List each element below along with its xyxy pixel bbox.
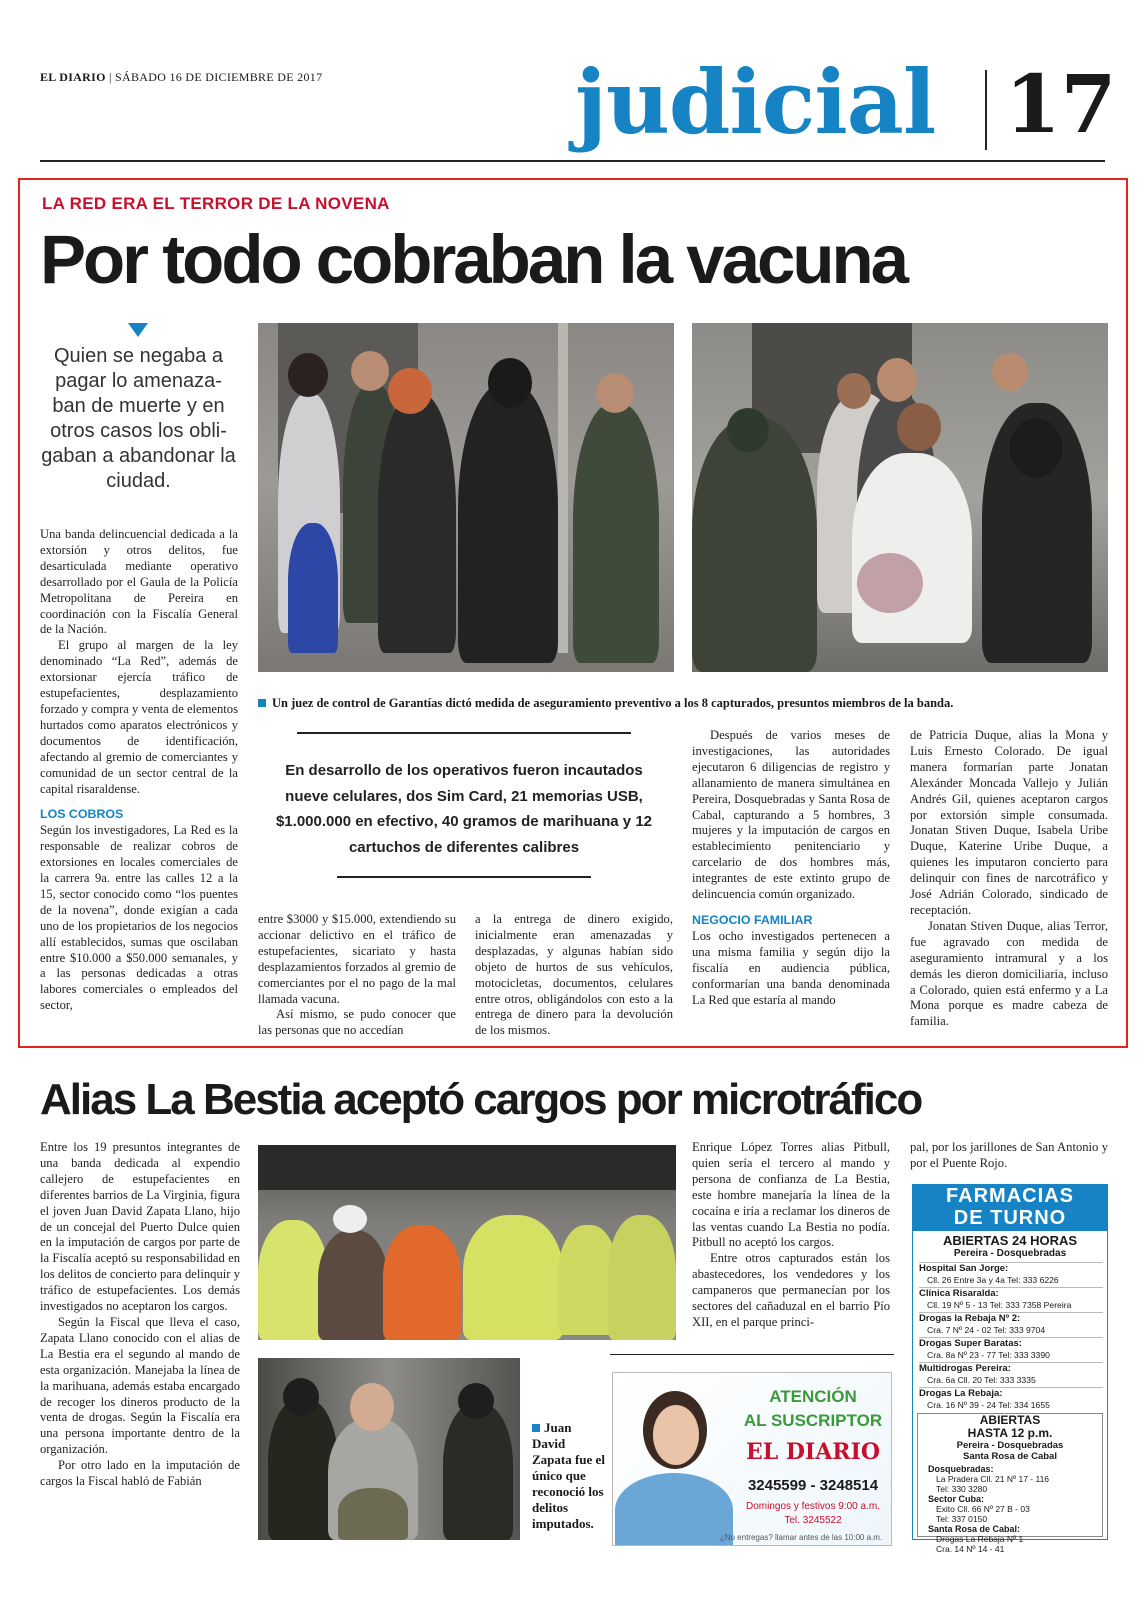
story2-paragraph: pal, por los jarillones de San Antonio y por el Puente Rojo.: [910, 1140, 1108, 1170]
agent-photo: [615, 1383, 733, 1546]
pharmacy-address: Cra. 8a Nº 23 - 77 Tel: 333 3390: [927, 1349, 1050, 1360]
story1-paragraph: entre $3000 y $15.000, extendiendo su accionar delictivo en el tráfico de estupefacientes, sicariato y hasta desplazamientos forzados al gremio de comerciantes por el no pago de la mal llamada vacuna.: [258, 912, 456, 1006]
ad-rule: [610, 1354, 894, 1355]
ad-phones: 3245599 - 3248514: [747, 1477, 879, 1494]
ad-line2: AL SUSCRIPTOR: [743, 1411, 883, 1430]
pharmacy-entry: [919, 1262, 1103, 1286]
story1-paragraph: de Patricia Duque, alias la Mona y Luis Ernesto Colorado. De igual manera formarían parte Jonatan Alexánder Moncada Vallejo y Julián Andrés Gil, quienes aceptaron cargos por extorsión simple consumada. Jonatan Stiven Duque, Isabela Uribe Duque, Katerine Uribe Duque, a quienes les imputaron concierto para delinquir con fines de narcotráfico y José Adrián Colorado, sindicado de receptación.: [910, 728, 1108, 917]
pharmacy-address: Tel: 330 3280: [936, 1484, 988, 1494]
pharmacies-header: [913, 1185, 1107, 1231]
pharmacy-entry: [919, 1312, 1103, 1336]
pharmacy-name: Drogas la Rebaja Nº 2:: [919, 1313, 1021, 1324]
pharmacy-entry: [919, 1287, 1103, 1311]
pharmacy-name: Drogas La Rebaja:: [919, 1388, 1003, 1399]
story2-photo-suspect: [258, 1358, 520, 1540]
story2-column-4: [910, 1140, 1108, 1172]
story1-column-5: [910, 728, 1108, 1030]
pharmacy-name: Clínica Risaralda:: [919, 1288, 999, 1299]
pharmacy-name: Hospital San Jorge:: [919, 1263, 1009, 1274]
story2-photo-group: [258, 1145, 676, 1340]
story1-paragraph: El grupo al margen de la ley denominado “La Red”, además de extorsionar ejercía tráfico de estupefacientes, desplazamiento forzado y compra y venta de elementos hurtados como aparatos electrónicos y documentos de identificación, afectando al gremio de comerciantes y comunidad de un sector central de la capital risaraldense.: [40, 638, 238, 796]
group1-title: ABIERTAS 24 HORAS: [942, 1233, 1078, 1248]
group2-box: [917, 1413, 1103, 1554]
pharmacy-entry: [928, 1464, 1098, 1494]
story2-column-3: [692, 1140, 890, 1331]
ad-hours: Domingos y festivos 9:00 a.m.: [746, 1501, 880, 1512]
paper-name: EL DIARIO: [40, 70, 106, 84]
pharmacy-entry: [919, 1337, 1103, 1361]
story2-paragraph: Entre otros capturados están los abastecedores, los vendedores y los campaneros que permanecían por los sectores del cañaduzal en el barrio Pío XII, en el parque princi-: [692, 1251, 890, 1329]
story2-column-1: [40, 1140, 240, 1490]
pharmacy-name: Dosquebradas:: [928, 1464, 994, 1474]
story1-kicker: LA RED ERA EL TERROR DE LA NOVENA: [42, 194, 390, 213]
story1-photo-left: [258, 323, 674, 672]
story1-paragraph: Así mismo, se pudo conocer que las personas que no accedían: [258, 1007, 456, 1038]
story1-paragraph: Los ocho investigados pertenecen a una misma familia y según dijo la fiscalía en audiencia pública, conformarían una banda denominada La Red que estaría al mando: [692, 928, 890, 1007]
ad-footer: ¿No entregas? llamar antes de las 10:00 a.m.: [719, 1533, 883, 1542]
masthead-rule: [40, 160, 1105, 162]
caption-square-icon: [258, 699, 266, 707]
pharmacy-entry: [919, 1362, 1103, 1386]
story1-paragraph: Después de varios meses de investigaciones, las autoridades ejecutaron 6 diligencias de registro y allanamiento de manera simultánea en Pereira, Dosquebradas y Santa Rosa de Cabal, capturando a 5 hombres, 3 mujeres y la imputación de cargos en establecimiento penitenciario y carcelario de dos hombres más, integrantes de este extinto grupo de delincuencia común organizado.: [692, 728, 890, 902]
story1-column-4: [692, 728, 890, 1008]
story1-photo-right: [692, 323, 1108, 672]
pharmacy-entry: [919, 1387, 1103, 1411]
story1-column-2: [258, 912, 456, 1039]
ad-tel: Tel. 3245522: [784, 1515, 842, 1526]
pharmacies-title1: FARMACIAS: [946, 1185, 1074, 1207]
page-number: 17: [1005, 57, 1117, 151]
pull-quote-rule-bottom: [337, 876, 591, 878]
story2-photo-caption: Juan David Zapata fue el único que reconoció los delitos imputados.: [532, 1420, 605, 1531]
subhead-los-cobros: LOS COBROS: [40, 807, 124, 822]
story2-headline: Alias La Bestia aceptó cargos por microtráfico: [40, 1075, 922, 1124]
story2-paragraph: Por otro lado en la imputación de cargos la Fiscal habló de Fabián: [40, 1458, 240, 1489]
group1-sub: Pereira - Dosquebradas: [953, 1248, 1067, 1259]
ad-brand: EL DIARIO: [745, 1439, 881, 1465]
story1-paragraph: Una banda delincuencial dedicada a la extorsión y otros delitos, fue desarticulada mediante operativo desarrollado por el Gaula de la Policía Metropolitana de Pereira en coordinación con la Fiscalía General de la Nación.: [40, 527, 238, 637]
story1-column-1: [40, 527, 238, 1014]
subhead-negocio-familiar: NEGOCIO FAMILIAR: [692, 912, 813, 927]
story1-paragraph: a la entrega de dinero exigido, inicialmente eran amenazadas y desplazadas, y algunas habían sido objeto de hurtos de sus vehículos, motocicletas, documentos, celulares entre otros, obligándolos con esto a la entrega de dinero para la devolución de los mismos.: [475, 912, 673, 1038]
caption-square-icon: [532, 1424, 540, 1432]
pharmacy-address: Cll. 19 Nº 5 - 13 Tel: 333 7358 Pereira: [927, 1299, 1072, 1310]
issue-date: | SÁBADO 16 DE DICIEMBRE DE 2017: [109, 70, 323, 84]
story1-paragraph: Jonatan Stiven Duque, alias Terror, fue agravado con medida de aseguramiento intramural y a los demás les dieron domiciliaria, incluso a Colorado, quien está enfermo y a La Mona porque es madre cabeza de familia.: [910, 918, 1108, 1029]
story1-headline: Por todo cobraban la vacuna: [40, 221, 907, 298]
masthead: [40, 50, 1117, 170]
pharmacy-address: Exito Cll. 66 Nº 27 B - 03: [936, 1504, 1030, 1514]
story2-paragraph: Según la Fiscal que lleva el caso, Zapata Llano conocido con el alias de La Bestia era el segundo al mando de esta organización. Manejaba la línea de la marihuana, además estaba encargado de recoger los dineros producto de la venta de drogas. Según la Fiscalía era una persona importante dentro de la organización.: [40, 1314, 240, 1457]
pharmacy-name: Sector Cuba:: [928, 1494, 985, 1504]
pharmacy-address: Tel: 337 0150: [936, 1514, 988, 1524]
story2-paragraph: Entre los 19 presuntos integrantes de una banda dedicada al expendio callejero de estupefacientes en diferentes barrios de La Virginia, figura el joven Juan David Zapata Llano, hijo de un concejal del Puerto Dulce quien en la imputación de cargos por parte de la Fiscalía aceptó su responsabilidad en los delitos de concierto para delinquir y tráfico de estupefacientes. Los demás investigados no aceptaron los cargos.: [40, 1140, 240, 1314]
pharmacy-entry: [928, 1524, 1098, 1554]
group2-sub1: Pereira - Dosquebradas: [956, 1440, 1064, 1451]
pharmacies-box: [912, 1184, 1108, 1554]
group2-title1: ABIERTAS: [979, 1413, 1041, 1427]
masthead-divider: [985, 70, 987, 150]
masthead-paper-date: [40, 70, 322, 85]
story1-paragraph: Según los investigadores, La Red es la responsable de realizar cobros de extorsiones en locales comerciales de la carrera 9a. entre las calles 12 a la 15, sector conocido como “los puentes de la novena”, donde exigían a cada uno de los propietarios de los negocios allí establecidos, sumas que oscilaban entre $10.000 a $50.000 semanales, y a las personas dedicadas a otras labores comerciales o empleados del sector,: [40, 823, 238, 1013]
pharmacy-address: Cra. 16 Nº 39 - 24 Tel: 334 1655: [927, 1399, 1050, 1410]
pharmacy-address: Cra. 14 Nº 14 - 41: [936, 1544, 1005, 1554]
subscriber-ad: [612, 1372, 892, 1546]
pharmacy-address: Drogas La Rebaja Nº 1: [936, 1534, 1024, 1544]
pharmacy-address: La Pradera Cll. 21 Nº 17 - 116: [936, 1474, 1050, 1484]
pharmacy-address: Cra. 7 Nº 24 - 02 Tel: 333 9704: [927, 1324, 1046, 1335]
story2-paragraph: Enrique López Torres alias Pitbull, quien sería el tercero al mando y persona de confianza de La Bestia, este hombre manejaría la línea de la cocaína e iría a reclamar los dineros de las ventas cuando La Bestia no podía. Pitbull no aceptó los cargos.: [692, 1140, 890, 1250]
story1-column-3: [475, 912, 673, 1039]
story1-deck: Quien se negaba a pagar lo amenaza-ban de muerte y en otros casos los obli-gaban a abandonar la ciudad.: [41, 345, 236, 492]
pharmacy-address: Cll. 26 Entre 3a y 4a Tel: 333 6226: [927, 1274, 1059, 1285]
section-title: judicial: [575, 50, 936, 154]
pull-quote: En desarrollo de los operativos fueron incautados nueve celulares, dos Sim Card, 21 memorias USB, $1.000.000 en efectivo, 40 gramos de marihuana y 12 cartuchos de diferentes calibres: [275, 762, 653, 856]
pull-quote-rule-top: [297, 732, 631, 734]
story1-photo-caption: Un juez de control de Garantías dictó medida de aseguramiento preventivo a los 8 capturados, presuntos miembros de la banda.: [258, 696, 1108, 711]
pharmacy-address: Cra. 6a Cll. 20 Tel: 333 3335: [927, 1374, 1036, 1385]
group2-sub2: Santa Rosa de Cabal: [963, 1451, 1057, 1462]
group2-title2: HASTA 12 p.m.: [967, 1426, 1053, 1440]
ad-line1: ATENCIÓN: [769, 1387, 857, 1406]
pharmacy-name: Drogas Super Baratas:: [919, 1338, 1022, 1349]
pharmacy-name: Santa Rosa de Cabal:: [928, 1524, 1021, 1534]
pharmacy-name: Multidrogas Pereira:: [919, 1363, 1011, 1374]
group2-list: [918, 1462, 1102, 1554]
group1-list: [919, 1261, 1103, 1411]
pharmacy-entry: [928, 1494, 1098, 1524]
pharmacies-title2: DE TURNO: [953, 1207, 1067, 1229]
deck-triangle-icon: [128, 323, 148, 337]
